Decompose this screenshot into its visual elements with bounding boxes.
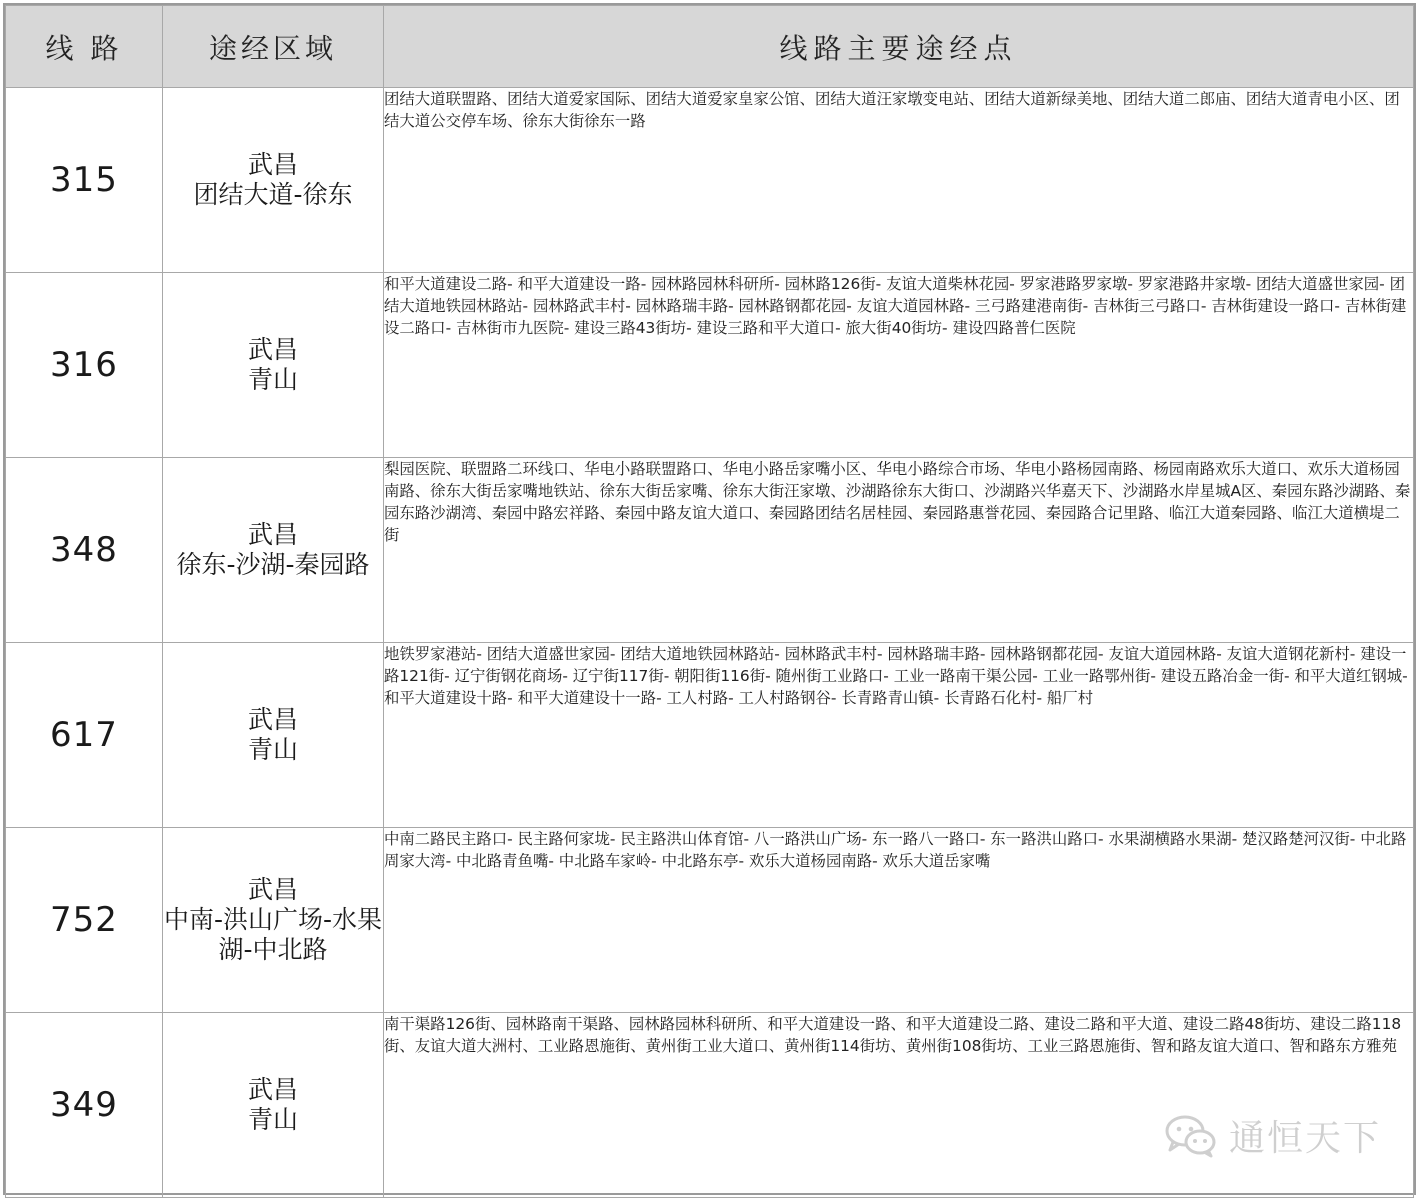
area-district: 武昌 [247,705,298,734]
route-area [163,273,384,458]
watermark-text: 通恒天下 [1228,1118,1381,1159]
table-row [6,458,1414,643]
line-number: 316 [6,273,163,458]
route-table [5,5,1414,1198]
table-row [6,1013,1414,1198]
table-row [6,273,1414,458]
area-corridor: 团结大道-徐东 [193,180,353,209]
table-row [6,828,1414,1013]
area-district: 武昌 [247,520,298,549]
line-number: 349 [6,1013,163,1198]
route-area [163,643,384,828]
route-stops: 梨园医院、联盟路二环线口、华电小路联盟路口、华电小路岳家嘴小区、华电小路综合市场、华电小路杨园南路、杨园南路欢乐大道口、欢乐大道杨园南路、徐东大街岳家嘴地铁站、徐东大街岳家嘴、徐东大街汪家墩、沙湖路徐东大街口、沙湖路兴华嘉天下、沙湖路水岸星城A区、秦园东路沙湖路、秦园东路沙湖湾、秦园中路宏祥路、秦园中路友谊大道口、秦园路团结名居桂园、秦园路惠誉花园、秦园路合记里路、临江大道秦园路、临江大道横堤二街 [384,458,1414,643]
route-stops: 中南二路民主路口- 民主路何家垅- 民主路洪山体育馆- 八一路洪山广场- 东一路八一路口- 东一路洪山路口- 水果湖横路水果湖- 楚汉路楚河汉街- 中北路周家大湾- 中北路青鱼嘴- 中北路车家岭- 中北路东亭- 欢乐大道杨园南路- 欢乐大道岳家嘴 [384,828,1414,1013]
route-area [163,1013,384,1198]
table-row [6,643,1414,828]
area-district: 武昌 [247,335,298,364]
area-district: 武昌 [247,1075,298,1104]
table-header-row [6,6,1414,88]
area-district: 武昌 [247,150,298,179]
route-stops: 和平大道建设二路- 和平大道建设一路- 园林路园林科研所- 园林路126街- 友谊大道柴林花园- 罗家港路罗家墩- 罗家港路井家墩- 团结大道盛世家园- 团结大道地铁园林路站- 园林路武丰村- 园林路瑞丰路- 园林路钢都花园- 友谊大道园林路- 三弓路建港南街- 吉林街三弓路口- 吉林街建设一路口- 吉林街建设二路口- 吉林街市九医院- 建设三路43街坊- 建设三路和平大道口- 旅大街40街坊- 建设四路普仁医院 [384,273,1414,458]
header-area: 途经区域 [163,6,384,88]
header-stops: 线路主要途经点 [384,6,1414,88]
area-corridor: 青山 [247,735,298,764]
route-stops: 南干渠路126街、园林路南干渠路、园林路园林科研所、和平大道建设一路、和平大道建设二路、建设二路和平大道、建设二路48街坊、建设二路118街、友谊大道大洲村、工业路恩施街、黄州街工业大道口、黄州街114街坊、黄州街108街坊、工业三路恩施街、智和路友谊大道口、智和路东方雅苑 [384,1013,1414,1198]
area-corridor: 青山 [247,1105,298,1134]
line-number: 348 [6,458,163,643]
route-area [163,88,384,273]
route-area [163,828,384,1013]
route-stops: 团结大道联盟路、团结大道爱家国际、团结大道爱家皇家公馆、团结大道汪家墩变电站、团结大道新绿美地、团结大道二郎庙、团结大道青电小区、团结大道公交停车场、徐东大街徐东一路 [384,88,1414,273]
table-row [6,88,1414,273]
area-district: 武昌 [247,875,298,904]
area-corridor: 中南-洪山广场-水果湖-中北路 [163,905,383,964]
line-number: 315 [6,88,163,273]
area-corridor: 徐东-沙湖-秦园路 [176,550,370,579]
line-number: 617 [6,643,163,828]
route-table-frame [3,3,1416,1195]
area-corridor: 青山 [247,365,298,394]
watermark [1165,1110,1381,1161]
route-area [163,458,384,643]
line-number: 752 [6,828,163,1013]
route-stops: 地铁罗家港站- 团结大道盛世家园- 团结大道地铁园林路站- 园林路武丰村- 园林路瑞丰路- 园林路钢都花园- 友谊大道园林路- 友谊大道钢花新村- 建设一路121街- 辽宁街钢花商场- 辽宁街117街- 朝阳街116街- 随州街工业路口- 工业一路南干渠公园- 工业一路鄂州街- 建设五路冶金一街- 和平大道红钢城- 和平大道建设十路- 和平大道建设十一路- 工人村路- 工人村路钢谷- 长青路青山镇- 长青路石化村- 船厂村 [384,643,1414,828]
wechat-icon [1165,1114,1217,1158]
header-line: 线 路 [6,6,163,88]
